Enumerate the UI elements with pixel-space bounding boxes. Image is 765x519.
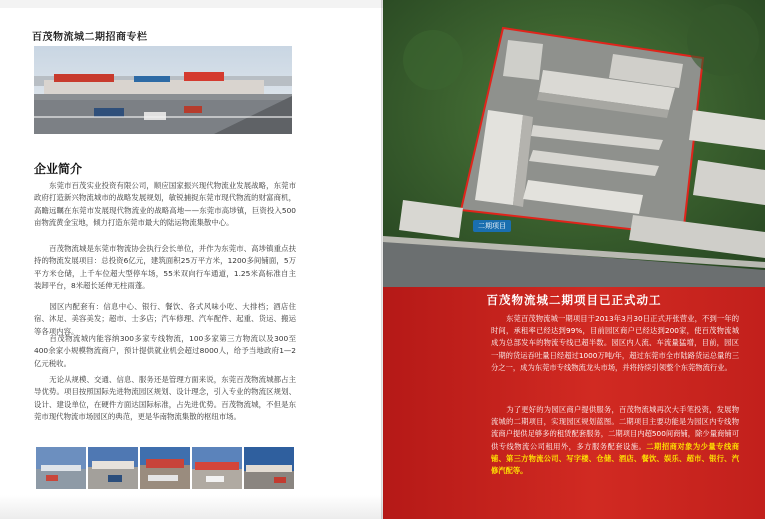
aerial-rendering xyxy=(383,0,765,287)
intro-text-1: 东莞市百茂实业投资有限公司，顺应国家振兴现代物流业发展战略，东莞市政府打造新兴物流城市的战略发展规划，敏锐捕捉东莞市现代物流的财富商机，高瞻远瞩在东莞市发展现代物流业的战略高地——东莞市高埗镇，巨资投入500亩物流黄金宝地，倾力打造东莞市最大的陆运物流集散中心。 xyxy=(34,181,296,228)
project-paragraph-2 xyxy=(491,404,739,477)
bottom-fade xyxy=(0,495,383,519)
photo-1 xyxy=(36,447,86,489)
intro-text-3: 园区内配套有：信息中心、银行、餐饮、各式风味小吃、大排档；酒店住宿、沐足、美容美发；超市、士多店；汽车修理、汽车配件、起重、货运、搬运等各项内容。 xyxy=(34,302,296,336)
hero-photo-building xyxy=(34,46,292,134)
right-page xyxy=(383,0,765,519)
photo-5 xyxy=(244,447,294,489)
page-spine xyxy=(381,0,384,519)
photo-4 xyxy=(192,447,242,489)
intro-text-4: 百茂物流城内能容纳300多家专线物流，100多家第三方物流以及300至400余家小规模物流商户，预计提供就业机会超过8000人，给予当地政府1—2亿元税收。 xyxy=(34,334,296,368)
photo-2 xyxy=(88,447,138,489)
intro-paragraph-2 xyxy=(34,243,296,293)
investment-targets-highlight: 二期招商对象为少量专线商铺、第三方物流公司、写字楼、仓储、酒店、餐饮、娱乐、超市、银行、汽修汽配等。 xyxy=(491,441,740,476)
intro-paragraph-5 xyxy=(34,374,296,424)
intro-paragraph-1 xyxy=(34,180,296,230)
company-heading: 企业简介 xyxy=(34,162,83,176)
project-paragraph-1 xyxy=(491,313,739,374)
intro-text-2: 百茂物流城是东莞市物流协会执行会长单位，并作为东莞市、高埗镇重点扶持的物流发展项目：总投资6亿元，建筑面积25万平方米，1200多间铺面，5万平方米仓储，上千车位超大型停车场，55米双向行车通道，1.25米高标准自主装卸平台，8米超长延伸无柱雨蓬。 xyxy=(34,244,296,291)
project-text-1: 东莞百茂物流城一期项目于2013年3月30日正式开张营业，不到一年的时间，承租率已经达到99%，目前园区商户已经达到200家，使百茂物流城成为总部发车的物流专线已超半数。园区内人流、车流量猛增，目前，园区一期的货运吞吐量日经超过1000万吨/年，超过东莞市全市陆路货运总量的三分之一，成为东莞市专线物流龙头市场，并将持续引领整个东莞物流行业。 xyxy=(491,314,739,372)
project-title: 百茂物流城二期项目已正式动工 xyxy=(486,293,662,307)
intro-text-5: 无论从规模、交通、信息、服务还是管理方面来说，东莞百茂物流城都占主导优势。项目按照国际先进物流园区规划、设计理念，引入专业的物流区规划、设计、建设单位，在硬件方面达国际标准，占先进优势。百茂物流城，不但是东莞市现代物流市场园区的典范，更是华南物流集散的枢纽市场。 xyxy=(34,375,296,422)
top-strip xyxy=(0,0,383,8)
project-text-2: 为了更好的为园区商户提供服务，百茂物流城再次大手笔投资，发展物流城的二期项目，实现园区规划蓝图。二期项目主要功能是为园区内专线物流商户提供足够多的租赁配套服务，二期项目内超500间商铺，除少量商铺可供专线物流公司租用外，多方服务配套设施。 xyxy=(491,405,739,451)
intro-paragraph-4 xyxy=(34,333,296,370)
phase-two-label: 二期项目 xyxy=(473,220,511,232)
section-title: 百茂物流城二期招商专栏 xyxy=(32,32,148,43)
photo-strip xyxy=(36,447,294,489)
photo-3 xyxy=(140,447,190,489)
